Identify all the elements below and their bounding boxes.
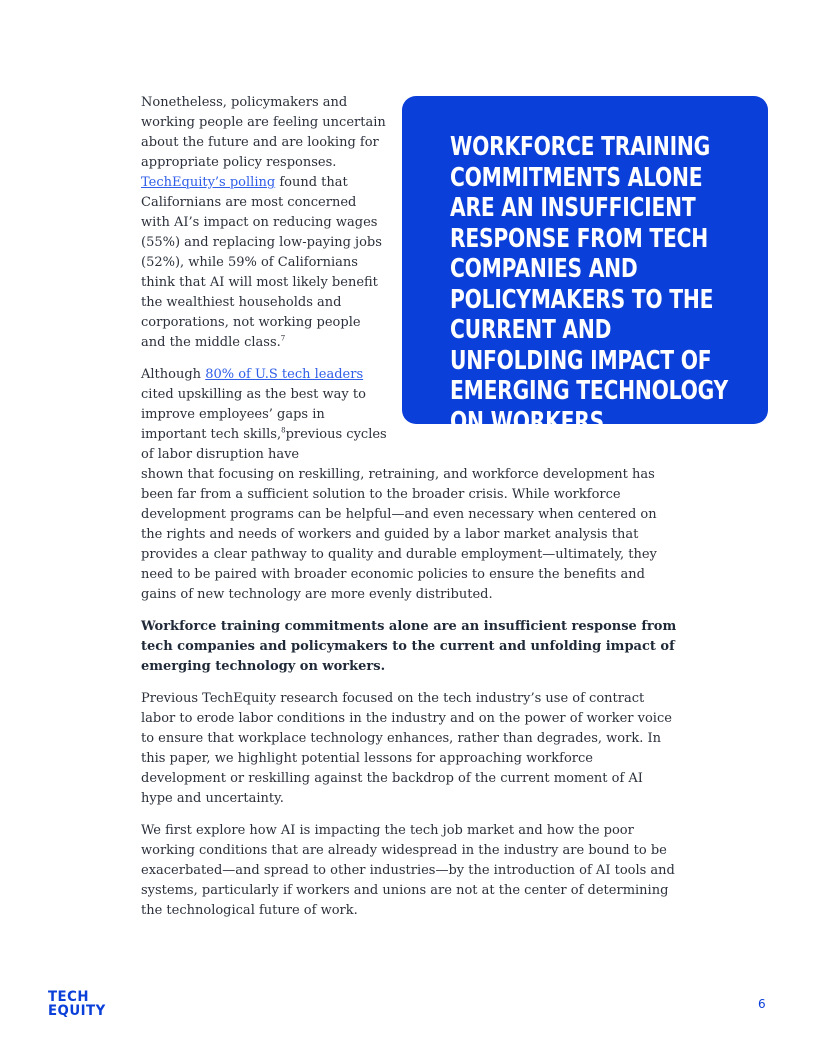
body-paragraph-research: Previous TechEquity research focused on the tech industry’s use of contract labor to erode labor conditions in the industry and on the power of worker voice to ensure that workplace technology enhances, rather than degrades, work. In this paper, we highlight potential lessons for approaching workforce development or reskilling against the backdrop of the current moment of AI hype and uncertainty.	[141, 691, 672, 806]
intro-text: Although	[141, 367, 202, 382]
intro-text: previous cycles of labor disruption have	[141, 427, 387, 462]
intro-column	[141, 93, 387, 477]
intro-paragraph-polling	[141, 93, 387, 353]
footnote-ref[interactable]: 8	[281, 426, 286, 435]
logo-line-2: EQUITY	[48, 1003, 106, 1019]
intro-text: found that Californians are most concerned with AI’s impact on reducing wages (55%) and replacing low-paying jobs (52%), while 59% of Californians think that AI will most likely benefit the wealthiest households and corporations, not working people and the middle class.	[141, 175, 382, 350]
body-paragraph-emphasis: Workforce training commitments alone are an insufficient response from tech companies and policymakers to the current and unfolding impact of emerging technology on workers.	[141, 619, 677, 674]
logo-line-1: TECH	[48, 989, 89, 1005]
body-paragraph-continuation: shown that focusing on reskilling, retraining, and workforce development has been far from a sufficient solution to the broader crisis. While workforce development programs can be helpful—and even necessary when centered on the rights and needs of workers and guided by a labor market analysis that provides a clear pathway to quality and durable employment—ultimately, they need to be paired with broader economic policies to ensure the benefits and gains of new technology are more evenly distributed.	[141, 467, 657, 602]
techequity-logo	[48, 990, 109, 1018]
intro-text: cited upskilling as the best way to improve employees’ gaps in important tech skills,	[141, 387, 366, 442]
polling-link[interactable]: TechEquity’s polling	[141, 175, 276, 190]
footnote-ref[interactable]: 7	[280, 334, 286, 343]
tech-leaders-link[interactable]: 80% of U.S tech leaders	[205, 367, 364, 382]
main-body	[141, 465, 677, 933]
body-paragraph-explore: We first explore how AI is impacting the tech job market and how the poor working conditions that are already widespread in the industry are bound to be exacerbated—and spread to other industries—by the introduction of AI tools and systems, particularly if workers and unions are not at the center of determining the technological future of work.	[141, 823, 675, 918]
page-number: 6	[758, 997, 766, 1011]
pull-quote-text: WORKFORCE TRAINING COMMITMENTS ALONE ARE AN INSUFFICIENT RESPONSE FROM TECH COMPANIES AND POLICYMAKERS TO THE CURRENT AND UNFOLDING IMPACT OF EMERGING TECHNOLOGY ON WORKERS.	[450, 132, 729, 437]
intro-text: Nonetheless, policymakers and working people are feeling uncertain about the future and are looking for appropriate policy responses.	[141, 95, 386, 170]
intro-paragraph-upskilling	[141, 365, 387, 465]
pull-quote-callout	[402, 96, 768, 437]
